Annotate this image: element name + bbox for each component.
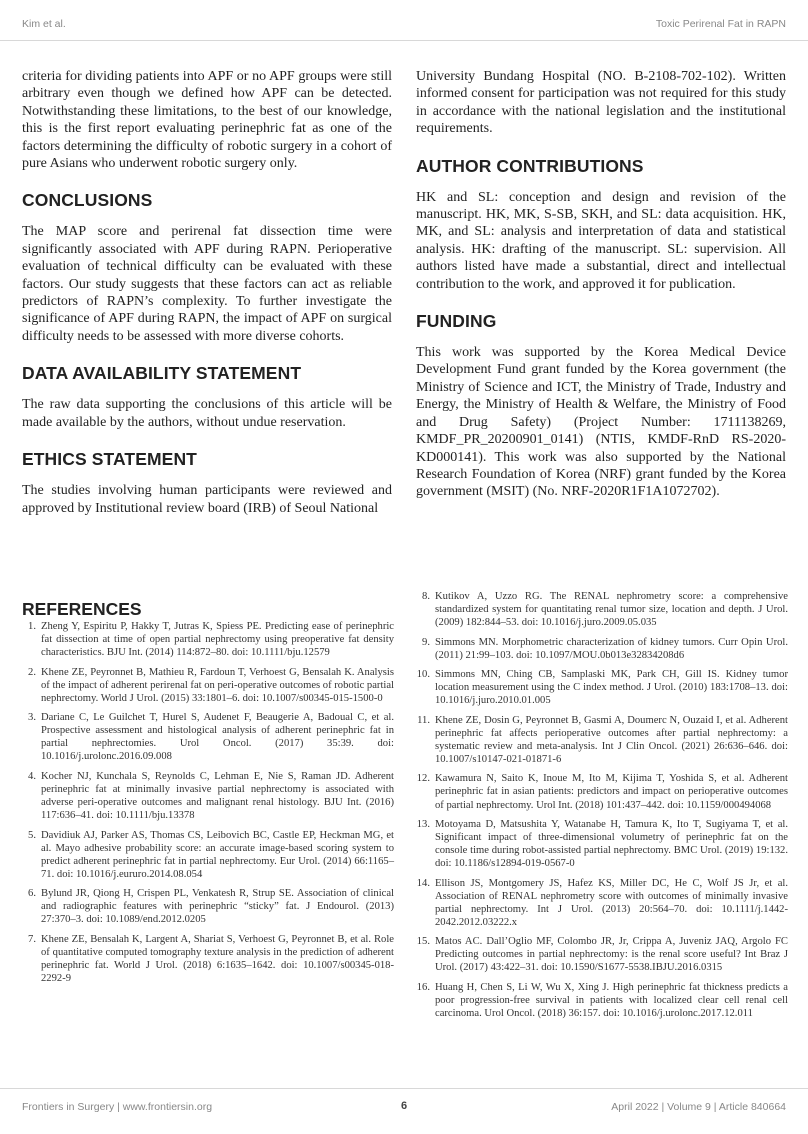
reference-number: 15.: [416, 936, 430, 948]
ethics-text-continued: University Bundang Hospital (NO. B-2108-702-102). Written informed consent for participation was not required for this study in accordance with the national legislation and the institutional requirements.: [416, 69, 786, 137]
reference-item: [22, 829, 394, 881]
reference-item: [416, 772, 788, 811]
reference-text: Khene ZE, Bensalah K, Largent A, Shariat S, Verhoest G, Peyronnet B, et al. Role of quantitative computed tomography texture analysis in the prediction of adherent perinephric fat. World J Urol. (2018) 6:1635–1642. doi: 10.1007/s00345-018-2292-9: [41, 933, 394, 985]
references-list-left: [22, 620, 394, 991]
reference-item: [416, 877, 788, 929]
reference-text: Simmons MN, Ching CB, Samplaski MK, Park CH, Gill IS. Kidney tumor location measurement using the C index method. J Urol. (2010) 183:1708–13. doi: 10.1016/j.juro.2010.01.005: [435, 669, 788, 707]
reference-number: 2.: [28, 666, 36, 678]
reference-number: 1.: [28, 621, 36, 632]
reference-text: Zheng Y, Espiritu P, Hakky T, Jutras K, Spiess PE. Predicting ease of perinephric fat dissection at time of open partial nephrectomy using preoperative fat density characteristics. BJU Int. (2014) 114:872–80. doi: 10.1111/bju.12579: [41, 621, 394, 659]
reference-number: 16.: [416, 981, 430, 993]
footer-journal: Frontiers in Surgery | www.frontiersin.org: [22, 1101, 213, 1113]
conclusions-heading: CONCLUSIONS: [22, 190, 153, 211]
reference-text: Davidiuk AJ, Parker AS, Thomas CS, Leibovich BC, Castle EP, Heckman MG, et al. Mayo adhesive probability score: an accurate image-based scoring system to predict adherent perinephric fat in partial nephrectomy. Eur Urol. (2014) 66:1165–71. doi: 10.1016/j.eururo.2014.08.054: [41, 829, 394, 880]
reference-number: 9.: [422, 636, 430, 648]
reference-text: Huang H, Chen S, Li W, Wu X, Xing J. High perinephric fat thickness predicts a poor progression-free survival in patients with localized clear cell renal cell carcinoma. Urol Oncol. (2018) 36:157. doi: 10.1016/j.urolonc.2017.12.011: [435, 981, 788, 1019]
reference-item: [416, 935, 788, 974]
reference-text: Matos AC. Dall’Oglio MF, Colombo JR, Jr, Crippa A, Juveniz JAQ, Argolo FC Predicting outcomes in partial nephrectomy: is the renal score useful? Int Braz J Urol. (2017) 43:422–31. doi: 10.1590/S1677-5538.IBJU.2016.0315: [435, 936, 788, 974]
reference-item: [416, 818, 788, 870]
reference-item: [22, 770, 394, 822]
discussion-continuation: criteria for dividing patients into APF or no APF groups were still arbitrary even though we defined how APF can be detected. Notwithstanding these limitations, to the best of our knowledge, this is the first report evaluating perinephric fat as one of the factors determining the difficulty of robotic surgery in a cohort of pure Asians who underwent robotic surgery only.: [22, 69, 392, 172]
reference-text: Ellison JS, Montgomery JS, Hafez KS, Miller DC, He C, Wolf JS Jr, et al. Association of RENAL nephrometry score with outcomes of minimally invasive partial nephrectomy. Int J Urol. (2013) 20:564–70. doi: 10.1111/j.1442-2042.2012.03222.x: [435, 877, 788, 928]
reference-text: Dariane C, Le Guilchet T, Hurel S, Audenet F, Beaugerie A, Badoual C, et al. Prospective assessment and histological analysis of adherent perinephric fat in partial nephrectomies. Urol Oncol. (2017) 35:39. doi: 10.1016/j.urolonc.2016.09.008: [41, 712, 394, 763]
reference-text: Khene ZE, Dosin G, Peyronnet B, Gasmi A, Doumerc N, Ouzaid I, et al. Adherent perinephric fat affects perioperative outcomes after partial nephrectomy: a systematic review and meta-analysis. Int J Clin Oncol. (2021) 26:636–646. doi: 10.1007/s10147-021-01871-6: [435, 714, 788, 765]
page-number: 6: [400, 1100, 408, 1112]
reference-text: Khene ZE, Peyronnet B, Mathieu R, Fardoun T, Verhoest G, Bensalah K. Analysis of the impact of adherent perirenal fat on peri-operative outcomes of robotic partial nephrectomy. World J Urol. (2015) 33:1801–6. doi: 10.1007/s00345-015-1500-0: [41, 666, 394, 704]
reference-number: 8.: [422, 591, 430, 602]
reference-item: [416, 668, 788, 707]
author-contributions-text: HK and SL: conception and design and revision of the manuscript. HK, MK, S-SB, SKH, and SL: data acquisition. HK, MK, and SL: analysis and interpretation of data and statistical analysis. HK: drafting of the manuscript. SL: supervision. All authors listed have made a substantial, direct and intellectual contribution to the work, and approved it for publication.: [416, 189, 786, 292]
data-availability-text: The raw data supporting the conclusions of this article will be made available by the authors, without undue reservation.: [22, 397, 392, 430]
references-list-right: [416, 590, 788, 1026]
reference-item: [22, 711, 394, 763]
reference-text: Simmons MN. Morphometric characterization of kidney tumors. Curr Opin Urol. (2011) 21:99–103. doi: 10.1097/MOU.0b013e32834208d6: [435, 636, 788, 661]
reference-number: 11.: [417, 714, 430, 726]
reference-text: Kawamura N, Saito K, Inoue M, Ito M, Kijima T, Yoshida S, et al. Adherent perinephric fat in asian patients: predictors and impact on perioperative outcomes of partial nephrectomy. Urol Int. (2018) 101:437–442. doi: 10.1159/000494068: [435, 773, 788, 811]
reference-item: [416, 590, 788, 629]
conclusions-text: The MAP score and perirenal fat dissection time were significantly associated with APF during RAPN. Perioperative evaluation of technical difficulty can be evaluated with these factors. Our study suggests that these factors can act as reliable predictors of RAPN’s complexity. To further investigate the significance of APF during RAPN, the impact of APF on surgical difficulty needs to be assessed with more diverse cohorts.: [22, 224, 392, 344]
reference-number: 5.: [28, 829, 36, 841]
page-footer: [0, 1088, 808, 1134]
reference-text: Motoyama D, Matsushita Y, Watanabe H, Tamura K, Ito T, Sugiyama T, et al. Significant impact of three-dimensional volumetry of perinephric fat on the console time during robot-assisted partial nephrectomy. BMC Urol. (2019) 19:132. doi: 10.1186/s12894-019-0567-0: [435, 818, 788, 870]
reference-item: [22, 620, 394, 659]
reference-number: 6.: [28, 888, 36, 900]
reference-number: 3.: [28, 712, 36, 724]
footer-issue-info: April 2022 | Volume 9 | Article 840664: [611, 1101, 786, 1113]
right-column: [416, 68, 786, 501]
reference-item: [22, 666, 394, 705]
reference-number: 14.: [416, 877, 430, 889]
reference-text: Kocher NJ, Kunchala S, Reynolds C, Lehman E, Nie S, Raman JD. Adherent perinephric fat at minimally invasive partial nephrectomy is associated with adverse peri-operative outcomes and malignant renal histology. BJU Int. (2016) 117:636–41. doi: 10.1111/bju.13378: [41, 770, 394, 822]
left-column: [22, 68, 392, 517]
reference-number: 10.: [416, 669, 430, 681]
reference-item: [416, 981, 788, 1020]
reference-number: 4.: [28, 770, 36, 782]
header-authors: Kim et al.: [22, 18, 66, 30]
reference-item: [416, 714, 788, 766]
reference-number: 13.: [416, 818, 430, 830]
reference-item: [416, 636, 788, 662]
funding-text: This work was supported by the Korea Medical Device Development Fund grant funded by the Korea government (the Ministry of Science and ICT, the Ministry of Trade, Industry and Energy, the Ministry of Health & Welfare, the Ministry of Food and Drug Safety) (Project Number: 1711138269, KMDF_PR_20200901_0141) (NTIS, KMDF-RnD RS-2020-KD000141). This work was also supported by the National Research Foundation of Korea (NRF) grant funded by the Korea government (MSIT) (No. NRF-2020R1F1A1072702).: [416, 345, 786, 500]
reference-number: 12.: [416, 773, 430, 785]
header-running-title: Toxic Perirenal Fat in RAPN: [655, 18, 786, 30]
reference-item: [22, 887, 394, 926]
references-heading: REFERENCES: [22, 598, 142, 619]
author-contributions-heading: AUTHOR CONTRIBUTIONS: [416, 155, 644, 176]
funding-heading: FUNDING: [416, 311, 497, 332]
page-header: [0, 0, 808, 41]
ethics-text: The studies involving human participants were reviewed and approved by Institutional review board (IRB) of Seoul National: [22, 483, 392, 516]
data-availability-heading: DATA AVAILABILITY STATEMENT: [22, 363, 302, 384]
reference-text: Bylund JR, Qiong H, Crispen PL, Venkatesh R, Strup SE. Association of clinical and radiographic features with perinephric “sticky” fat. J Endourol. (2013) 27:370–3. doi: 10.1089/end.2012.0205: [41, 888, 394, 926]
reference-item: [22, 933, 394, 985]
ethics-heading: ETHICS STATEMENT: [22, 449, 197, 470]
reference-number: 7.: [28, 933, 36, 945]
reference-text: Kutikov A, Uzzo RG. The RENAL nephrometry score: a comprehensive standardized system for quantitating renal tumor size, location and depth. J Urol. (2009) 182:844–53. doi: 10.1016/j.juro.2009.05.035: [435, 591, 788, 629]
